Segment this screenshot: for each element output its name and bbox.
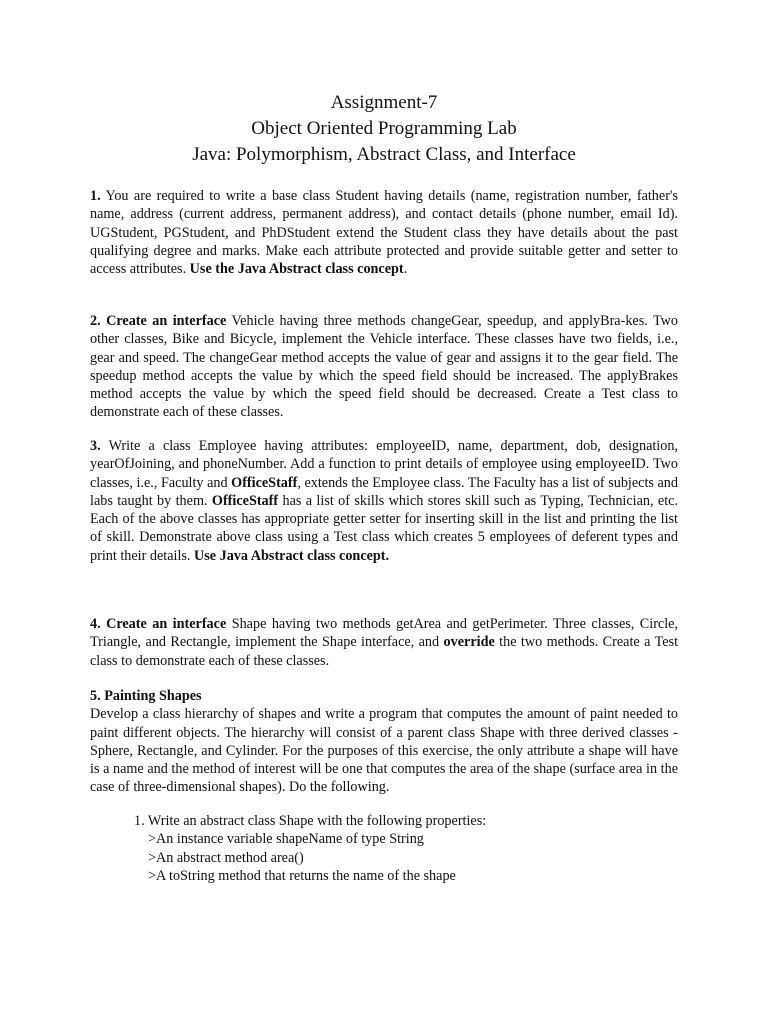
question-number: 4.	[90, 616, 101, 632]
question-5	[90, 687, 678, 797]
question-4	[90, 615, 678, 670]
topic-title: Java: Polymorphism, Abstract Class, and Interface	[192, 144, 576, 165]
question-heading: 5. Painting Shapes	[90, 688, 202, 704]
question-text: You are required to write a base class Student having details (name, registration number, father's name, address (current address, permanent address), and contact details (phone number, email Id). UGStudent, PGStudent, and PhDStudent extend the Student class they have details about the past qualifying degree and marks. Make each attribute protected and provide suitable getter and setter to access attributes.	[90, 188, 678, 278]
subtask-item: >A toString method that returns the name of the shape	[148, 867, 456, 884]
question-5-heading-line	[90, 687, 678, 705]
question-emphasis: override	[443, 634, 495, 651]
question-number: 2.	[90, 313, 101, 329]
question-text: , extends the Employee class. The Faculty has a list of subjects and labs taught by them.	[90, 474, 678, 509]
subtask-item: >An abstract method area()	[148, 849, 304, 866]
question-text: the two methods. Create a Test class to demonstrate each of these classes.	[90, 634, 679, 669]
question-number: 1.	[90, 188, 101, 204]
question-1	[90, 187, 678, 278]
question-3	[90, 437, 678, 565]
question-emphasis: Create an interface	[100, 616, 227, 632]
question-text-end: .	[403, 261, 408, 278]
question-emphasis: Use Java Abstract class concept.	[194, 547, 390, 564]
subtask-1	[134, 812, 678, 885]
question-emphasis: OfficeStaff	[231, 474, 298, 491]
question-emphasis: Create an interface	[100, 313, 227, 329]
question-emphasis: OfficeStaff	[211, 492, 279, 509]
assignment-title: Assignment-7	[330, 92, 438, 113]
subtask-item: >An instance variable shapeName of type String	[148, 831, 424, 848]
question-text: Develop a class hierarchy of shapes and write a program that computes the amount of paint needed to paint different objects. The hierarchy will consist of a parent class Shape with three derived classes - Sphere, Rectangle, and Cylinder. For the purposes of this exercise, the only attribute a shape will have is a name and the method of interest will be one that computes the area of the shape (surface area in the case of three-dimensional shapes). Do the following.	[90, 706, 678, 796]
question-text: Vehicle having three methods changeGear, speedup, and applyBra-kes. Two other classes, Bike and Bicycle, implement the Vehicle interface. These classes have two fields, i.e., gear and speed. The changeGear method accepts the value of gear and assigns it to the gear field. The speedup method accepts the value by which the speed field should be increased. The applyBrakes method accepts the value by which the speed field should be decreased. Create a Test class to demonstrate each of these classes.	[90, 313, 679, 421]
question-text: Shape having two methods getArea and getPerimeter. Three classes, Circle, Triangle, and Rectangle, implement the Shape interface, and	[90, 616, 679, 651]
question-emphasis: Use the Java Abstract class concept	[189, 261, 404, 278]
question-text: has a list of skills which stores skill such as Typing, Technician, etc. Each of the above classes has appropriate getter setter for inserting skill in the list and printing the list of skill. Demonstrate above class using a Test class which creates 5 employees of deferent types and print their details.	[90, 492, 679, 564]
subtask-title: 1. Write an abstract class Shape with the following properties:	[134, 813, 487, 829]
question-2	[90, 312, 678, 422]
document-header	[90, 90, 678, 168]
course-title: Object Oriented Programming Lab	[251, 118, 517, 139]
question-number: 3.	[90, 438, 101, 454]
question-text: Write a class Employee having attributes: employeeID, name, department, dob, designation, yearOfJoining, and phoneNumber. Add a function to print details of employee using employeeID. Two classes, i.e., Faculty and	[90, 438, 678, 491]
